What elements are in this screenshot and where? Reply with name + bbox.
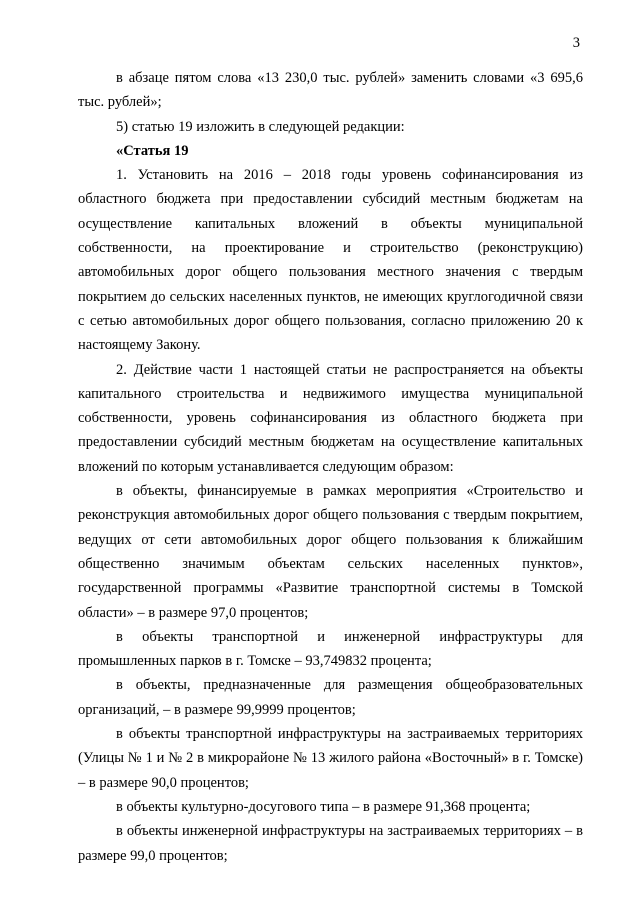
paragraph-part-2: 2. Действие части 1 настоящей статьи не распространяется на объекты капитального строительства и недвижимого имущества муниципальной собственности, уровень софинансирования из областного бюджета при предоставлении субсидий местным бюджетам на осуществление капитальных вложений по которым устанавливается следующим образом: (78, 361, 583, 475)
paragraph-article-19-intro: 5) статью 19 изложить в следующей редакции: (116, 118, 405, 135)
list-item-transport-vostochny: в объекты транспортной инфраструктуры на застраиваемых территориях (Улицы № 1 и № 2 в микрорайоне № 13 жилого района «Восточный» в г. Томске) – в размере 90,0 процентов; (78, 726, 583, 791)
list-item-engineering: в объекты инженерной инфраструктуры на застраиваемых территориях – в размере 99,0 процентов; (78, 823, 583, 864)
paragraph-part-1: 1. Установить на 2016 – 2018 годы уровень софинансирования из областного бюджета при предоставлении субсидий местным бюджетам на осуществление капитальных вложений в объекты муниципальной собственности, на проектирование и строительство (реконструкцию) автомобильных дорог общего пользования местного значения с твердым покрытием до сельских населенных пунктов, не имеющих круглогодичной связи с сетью автомобильных дорог общего пользования, согласно приложению 20 к настоящему Закону. (78, 167, 583, 354)
page-number: 3 (572, 35, 580, 51)
list-item-cultural: в объекты культурно-досугового типа – в размере 91,368 процента; (116, 798, 531, 815)
list-item-roads: в объекты, финансируемые в рамках мероприятия «Строительство и реконструкция автомобильных дорог общего пользования с твердым покрытием, ведущих от сети автомобильных дорог общего пользования к ближайшим общественно значимым объектам сельских населенных пунктов», государственной программы «Развитие транспортной системы в Томской области» – в размере 97,0 процентов; (78, 483, 583, 621)
article-heading: «Статья 19 (116, 142, 189, 159)
paragraph-amendment-abzac: в абзаце пятом слова «13 230,0 тыс. рублей» заменить словами «3 695,6 тыс. рублей»; (78, 70, 583, 111)
document-body (78, 66, 583, 868)
list-item-schools: в объекты, предназначенные для размещения общеобразовательных организаций, – в размере 99,9999 процентов; (78, 677, 583, 718)
list-item-industrial-parks: в объекты транспортной и инженерной инфраструктуры для промышленных парков в г. Томске – 93,749832 процента; (78, 628, 583, 670)
